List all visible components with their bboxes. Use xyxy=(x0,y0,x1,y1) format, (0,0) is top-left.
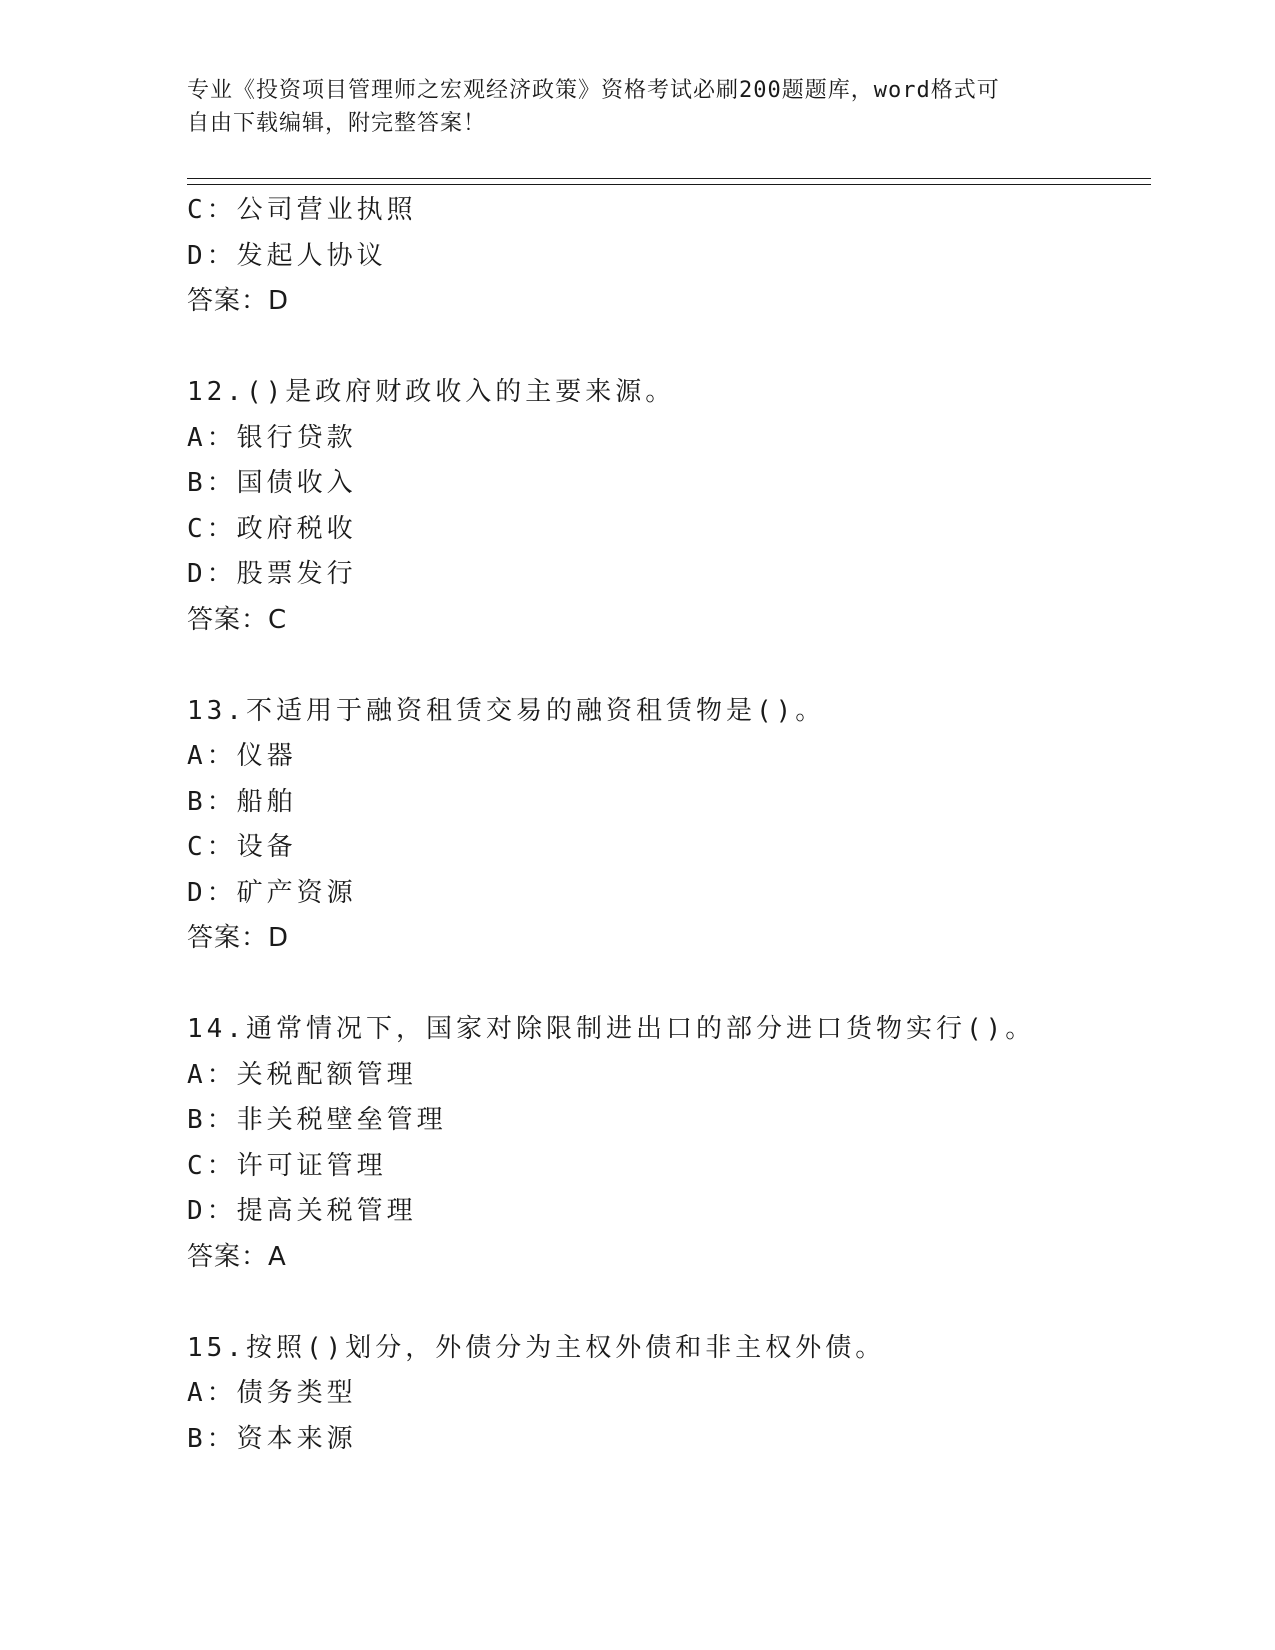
option-c: C：政府税收 xyxy=(187,513,357,544)
header-title-line-1: 专业《投资项目管理师之宏观经济政策》资格考试必刷200题题库，word格式可 xyxy=(187,78,1000,103)
header-title-line-2: 自由下载编辑，附完整答案！ xyxy=(187,111,487,136)
option-c: C：设备 xyxy=(187,832,297,862)
header-divider xyxy=(187,178,1151,185)
option-a: A：债务类型 xyxy=(187,1378,357,1408)
option-c: C：许可证管理 xyxy=(187,1150,387,1181)
question-list xyxy=(187,188,1151,1462)
spacer xyxy=(187,325,1151,371)
option-d: D：发起人协议 xyxy=(187,240,387,271)
option-a: A：关税配额管理 xyxy=(187,1059,417,1090)
option-c: C：公司营业执照 xyxy=(187,195,417,225)
option-a: A：银行贷款 xyxy=(187,422,357,453)
option-b: B：船舶 xyxy=(187,786,297,817)
option-a: A：仪器 xyxy=(187,741,297,771)
answer-line: 答案：A xyxy=(187,1241,287,1272)
question-stem: 15.按照()划分，外债分为主权外债和非主权外债。 xyxy=(187,1332,886,1363)
option-b: B：非关税壁垒管理 xyxy=(187,1105,447,1135)
question-stem: 12.()是政府财政收入的主要来源。 xyxy=(187,377,676,407)
spacer xyxy=(187,962,1151,1008)
spacer xyxy=(187,643,1151,689)
answer-line: 答案：C xyxy=(187,604,288,635)
question-stem: 13.不适用于融资租赁交易的融资租赁物是()。 xyxy=(187,695,826,726)
option-b: B：资本来源 xyxy=(187,1423,357,1454)
option-d: D：矿产资源 xyxy=(187,877,357,908)
document-header xyxy=(187,74,1067,140)
answer-line: 答案：D xyxy=(187,923,290,953)
option-b: B：国债收入 xyxy=(187,468,357,498)
spacer xyxy=(187,1280,1151,1326)
option-d: D：提高关税管理 xyxy=(187,1196,417,1226)
answer-line: 答案：D xyxy=(187,286,290,316)
option-d: D：股票发行 xyxy=(187,559,357,589)
question-stem: 14.通常情况下，国家对除限制进出口的部分进口货物实行()。 xyxy=(187,1014,1036,1044)
